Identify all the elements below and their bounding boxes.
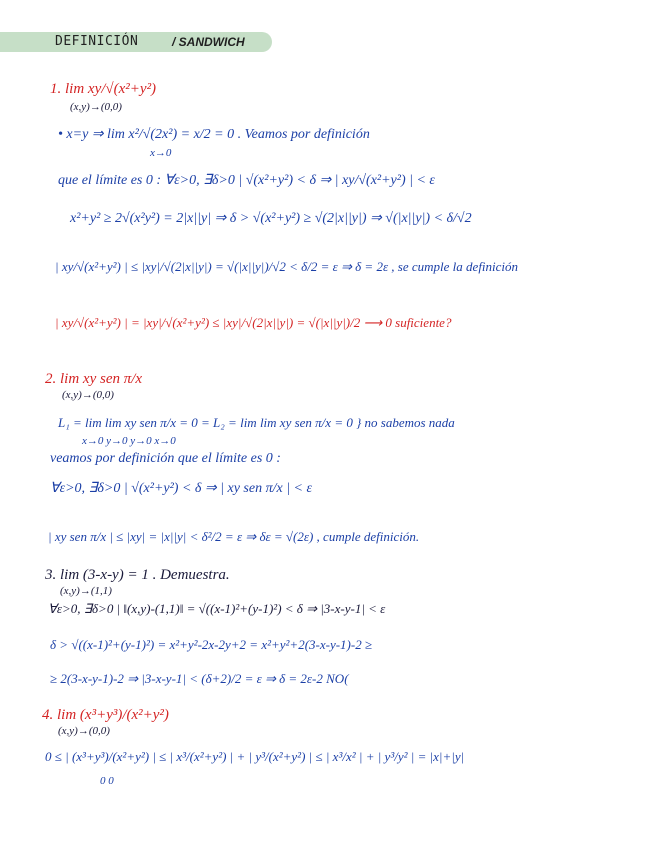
line-1-3: x²+y² ≥ 2√(x²y²) = 2|x||y| ⇒ δ > √(x²+y²) ≥ √(2|x||y|) ⇒ √(|x||y|) < δ/√2 xyxy=(70,211,472,226)
line-1-5: | xy/√(x²+y²) | = |xy|/√(x²+y²) ≤ |xy|/√(2|x||y|) = √(|x||y|)/2 ⟶ 0 suficiente? xyxy=(55,315,452,330)
line-3-2: δ > √((x-1)²+(y-1)²) = x²+y²-2x-2y+2 = x²+y²+2(3-x-y-1)-2 ≥ xyxy=(50,637,373,652)
problem-1-limit-point: (x,y)→(0,0) xyxy=(70,101,122,113)
line-2-4: | xy sen π/x | ≤ |xy| = |x||y| < δ²/2 = ε ⇒ δε = √(2ε) , cumple definición. xyxy=(48,529,420,544)
problem-3-limit-point: (x,y)→(1,1) xyxy=(60,585,112,597)
problem-2-limit-point: (x,y)→(0,0) xyxy=(62,389,114,401)
problem-4-limit-point: (x,y)→(0,0) xyxy=(58,725,110,737)
line-1-1: • x=y ⇒ lim x²/√(2x²) = x/2 = 0 . Veamos por definición xyxy=(58,127,370,142)
problem-1-title: 1. lim xy/√(x²+y²) xyxy=(50,81,157,97)
line-3-3: ≥ 2(3-x-y-1)-2 ⇒ |3-x-y-1| < (δ+2)/2 = ε ⇒ δ = 2ε-2 NO( xyxy=(50,671,349,686)
line-4-1: 0 ≤ | (x³+y³)/(x²+y²) | ≤ | x³/(x²+y²) | + | y³/(x²+y²) | ≤ | x³/x² | + | y³/y² | = |x|+|y| xyxy=(45,749,465,764)
problem-4-title: 4. lim (x³+y³)/(x²+y²) xyxy=(42,707,169,723)
problem-2-title: 2. lim xy sen π/x xyxy=(45,371,143,387)
problem-3-title: 3. lim (3-x-y) = 1 . Demuestra. xyxy=(45,567,230,583)
line-1-2: que el límite es 0 : ∀ε>0, ∃δ>0 | √(x²+y²) < δ ⇒ | xy/√(x²+y²) | < ε xyxy=(58,173,435,188)
line-4-1-sub: 0 0 xyxy=(100,775,114,787)
line-2-1-sub: x→0 y→0 y→0 x→0 xyxy=(82,435,176,447)
line-2-2: veamos por definición que el límite es 0 : xyxy=(50,451,281,466)
line-1-4: | xy/√(x²+y²) | ≤ |xy|/√(2|x||y|) = √(|x||y|)/√2 < δ/2 = ε ⇒ δ = 2ε , se cumple la definición xyxy=(55,259,519,274)
line-2-3: ∀ε>0, ∃δ>0 | √(x²+y²) < δ ⇒ | xy sen π/x | < ε xyxy=(50,481,313,496)
line-2-1: L₁ = lim lim xy sen π/x = 0 = L₂ = lim lim xy sen π/x = 0 } no sabemos nada xyxy=(58,415,455,430)
line-3-1: ∀ε>0, ∃δ>0 | ‖(x,y)-(1,1)‖ = √((x-1)²+(y-1)²) < δ ⇒ |3-x-y-1| < ε xyxy=(48,601,386,616)
page-subtitle: / SANDWICH xyxy=(172,35,245,49)
line-1-1-sub: x→0 xyxy=(150,147,172,159)
page-title: DEFINICIÓN xyxy=(55,34,139,49)
